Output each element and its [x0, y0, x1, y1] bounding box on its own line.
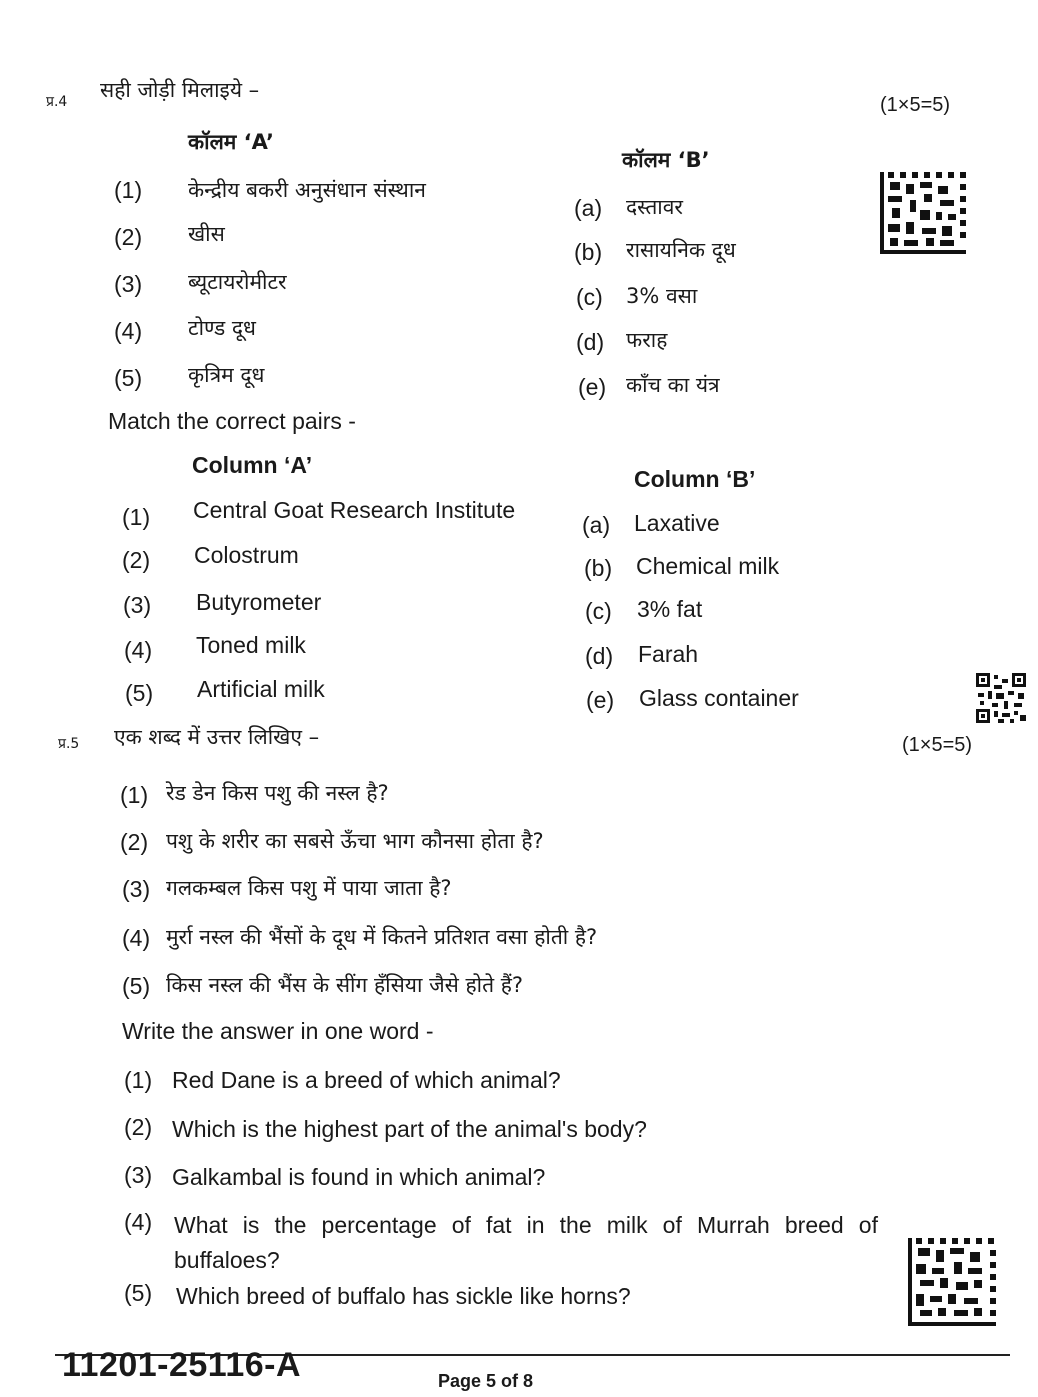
- q5-en-num: (2): [124, 1114, 153, 1140]
- hi-a-num: (4): [114, 318, 143, 344]
- q5-title-english: Write the answer in one word -: [122, 1018, 434, 1044]
- page-number: Page 5 of 8: [438, 1371, 534, 1391]
- en-b-text: Glass container: [639, 685, 799, 711]
- q5-hi-question: मुर्रा नस्ल की भैंसों के दूध में कितने प्रतिशत वसा होती है?: [166, 925, 598, 949]
- q5-en-num: (1): [124, 1067, 153, 1093]
- hi-a-text: टोण्ड दूध: [188, 316, 256, 340]
- en-a-text: Artificial milk: [197, 676, 325, 702]
- q4-hi-col-b-heading: कॉलम ‘B’: [622, 148, 710, 172]
- en-b-num: (a): [582, 512, 611, 538]
- en-a-num: (2): [122, 547, 151, 573]
- q5-en-num: (5): [124, 1280, 153, 1306]
- q5-hi-question: किस नस्ल की भैंस के सींग हँसिया जैसे होते हैं?: [166, 973, 524, 997]
- en-a-text: Central Goat Research Institute: [193, 497, 516, 523]
- hi-b-num: (b): [574, 239, 603, 265]
- en-b-num: (d): [585, 643, 614, 669]
- q5-en-num: (4): [124, 1209, 153, 1235]
- hi-a-num: (5): [114, 365, 143, 391]
- hi-a-num: (3): [114, 271, 143, 297]
- hi-a-text: खीस: [188, 222, 225, 246]
- en-a-num: (4): [124, 637, 153, 663]
- en-a-num: (1): [122, 504, 151, 530]
- en-a-text: Butyrometer: [196, 589, 322, 615]
- q5-hi-question: पशु के शरीर का सबसे ऊँचा भाग कौनसा होता है?: [166, 829, 544, 853]
- q5-hi-num: (4): [122, 925, 151, 951]
- q5-en-question-continued: buffaloes?: [174, 1247, 280, 1273]
- q5-hi-num: (3): [122, 876, 151, 902]
- datamatrix-code-bottom: [908, 1238, 996, 1326]
- en-b-text: Chemical milk: [636, 553, 780, 579]
- hi-b-text: रासायनिक दूध: [626, 238, 736, 262]
- q5-number: प्र.5: [58, 736, 80, 752]
- en-a-text: Colostrum: [194, 542, 299, 568]
- hi-a-text: ब्यूटायरोमीटर: [188, 270, 287, 294]
- q4-marks: (1×5=5): [880, 94, 951, 116]
- q5-marks: (1×5=5): [902, 734, 973, 756]
- q4-title-hindi: सही जोड़ी मिलाइये –: [100, 78, 260, 102]
- hi-b-num: (a): [574, 195, 603, 221]
- hi-a-text: कृत्रिम दूध: [188, 363, 265, 387]
- hi-b-text: काँच का यंत्र: [626, 373, 720, 397]
- hi-b-text: दस्तावर: [626, 195, 683, 219]
- datamatrix-code-top: [880, 172, 966, 254]
- q5-hi-num: (5): [122, 973, 151, 999]
- q4-en-col-a-heading: Column ‘A’: [192, 452, 313, 478]
- hi-b-num: (c): [576, 284, 603, 310]
- hi-b-num: (d): [576, 329, 605, 355]
- hi-a-num: (1): [114, 177, 143, 203]
- hi-b-text: 3% वसा: [626, 284, 698, 308]
- q5-en-question: What is the percentage of fat in the milk of Murrah breed of: [174, 1212, 878, 1238]
- q5-en-question: Which is the highest part of the animal's body?: [172, 1116, 647, 1142]
- q4-hi-col-a-heading: कॉलम ‘A’: [188, 130, 274, 154]
- q5-en-num: (3): [124, 1162, 153, 1188]
- q5-hi-num: (1): [120, 782, 149, 808]
- paper-code: 11201-25116-A: [62, 1346, 302, 1384]
- hi-a-text: केन्द्रीय बकरी अनुसंधान संस्थान: [188, 178, 426, 202]
- q5-title-hindi: एक शब्द में उत्तर लिखिए –: [114, 725, 320, 749]
- en-b-text: 3% fat: [637, 596, 703, 622]
- en-a-num: (5): [125, 680, 154, 706]
- q5-en-question: Which breed of buffalo has sickle like horns?: [176, 1283, 631, 1309]
- q4-title-english: Match the correct pairs -: [108, 408, 356, 434]
- en-a-text: Toned milk: [196, 632, 306, 658]
- q5-hi-question: गलकम्बल किस पशु में पाया जाता है?: [166, 876, 452, 900]
- en-b-text: Laxative: [634, 510, 720, 536]
- hi-b-num: (e): [578, 374, 607, 400]
- en-a-num: (3): [123, 592, 152, 618]
- q5-hi-question: रेड डेन किस पशु की नस्ल है?: [166, 781, 389, 805]
- qr-code: [976, 673, 1026, 723]
- en-b-num: (e): [586, 687, 615, 713]
- en-b-num: (c): [585, 598, 612, 624]
- q4-en-col-b-heading: Column ‘B’: [634, 466, 756, 492]
- en-b-num: (b): [584, 555, 613, 581]
- hi-b-text: फराह: [626, 328, 668, 352]
- q5-en-question: Red Dane is a breed of which animal?: [172, 1067, 561, 1093]
- hi-a-num: (2): [114, 224, 143, 250]
- q5-en-question: Galkambal is found in which animal?: [172, 1164, 546, 1190]
- q5-hi-num: (2): [120, 829, 149, 855]
- q4-number: प्र.4: [46, 94, 68, 110]
- en-b-text: Farah: [638, 641, 699, 667]
